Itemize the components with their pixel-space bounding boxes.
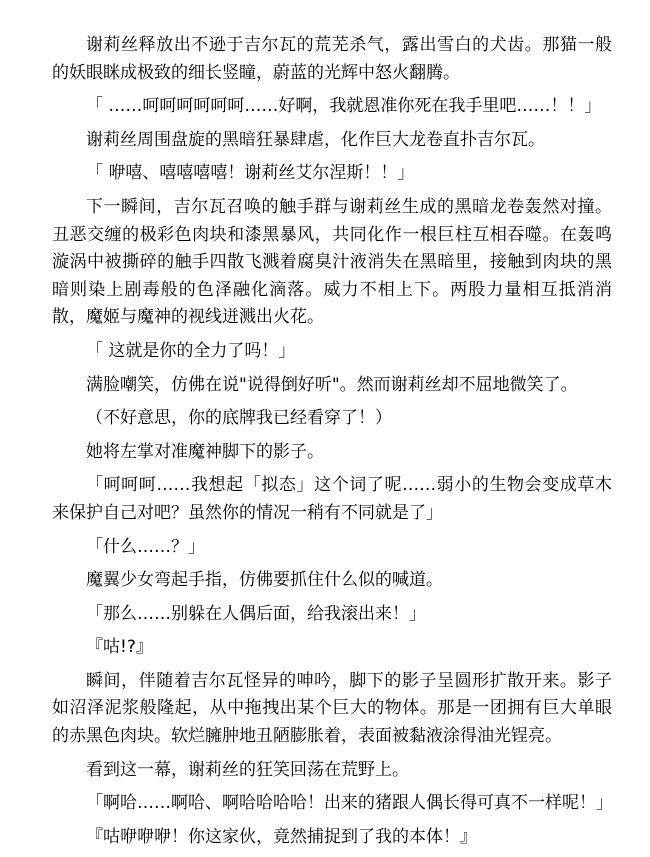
paragraph: 瞬间，伴随着吉尔瓦怪异的呻吟，脚下的影子呈圆形扩散开来。影子如沼泽泥浆般隆起，从中拖拽出某个巨大的物体。那是一团拥有巨大单眼的赤黑色肉块。软烂臃肿地丑陋膨胀着，表面被黏液涂得油光锃亮。 xyxy=(52,670,612,747)
dialogue-paragraph: 「呵呵呵……我想起「拟态」这个词了呢……弱小的生物会变成草木来保护自己对吧？虽然你的情况一稍有不同就是了」 xyxy=(52,475,612,523)
dialogue-paragraph: 『咕!?』 xyxy=(86,637,153,658)
dialogue-paragraph: 『咕咿咿咿！你这家伙，竟然捕捉到了我的本体！』 xyxy=(86,826,477,847)
dialogue-paragraph: 「 这就是你的全力了吗！」 xyxy=(86,340,296,361)
paragraph: 魔翼少女弯起手指，仿佛要抓住什么似的喊道。 xyxy=(86,570,443,591)
novel-page xyxy=(52,32,612,857)
thought-paragraph: （不好意思，你的底牌我已经看穿了！） xyxy=(86,408,392,429)
paragraph: 满脸嘲笑，仿佛在说"说得倒好听"。然而谢莉丝却不屈地微笑了。 xyxy=(86,374,578,395)
paragraph: 谢莉丝释放出不逊于吉尔瓦的荒芜杀气，露出雪白的犬齿。那猫一般的妖眼眯成极致的细长竖瞳，蔚蓝的光辉中怒火翻腾。 xyxy=(52,35,612,83)
paragraph: 她将左掌对准魔神脚下的影子。 xyxy=(86,441,324,462)
dialogue-paragraph: 「 咿嘻、嘻嘻嘻嘻！谢莉丝艾尔涅斯！！」 xyxy=(86,163,415,184)
dialogue-paragraph: 「 ……呵呵呵呵呵呵……好啊，我就恩准你死在我手里吧……！！」 xyxy=(86,96,602,117)
paragraph: 下一瞬间，吉尔瓦召唤的触手群与谢莉丝生成的黑暗龙卷轰然对撞。丑恶交缠的极彩色肉块和漆黑暴风，共同化作一根巨柱互相吞噬。在轰鸣漩涡中被撕碎的触手四散飞溅着腐臭汁液消失在黑暗里，接触到肉块的黑暗则染上剧毒般的色泽融化滴落。威力不相上下。两股力量相互抵消消散，魔姬与魔神的视线迸溅出火花。 xyxy=(52,196,612,328)
paragraph: 看到这一幕，谢莉丝的狂笑回荡在荒野上。 xyxy=(86,759,409,780)
paragraph: 谢莉丝周围盘旋的黑暗狂暴肆虐，化作巨大龙卷直扑吉尔瓦。 xyxy=(86,129,545,150)
dialogue-paragraph: 「啊哈……啊哈、啊哈哈哈哈！出来的猪跟人偶长得可真不一样呢！」 xyxy=(86,793,613,814)
dialogue-paragraph: 「什么……？」 xyxy=(86,536,205,557)
dialogue-paragraph: 「那么……别躲在人偶后面，给我滚出来！」 xyxy=(86,603,426,624)
